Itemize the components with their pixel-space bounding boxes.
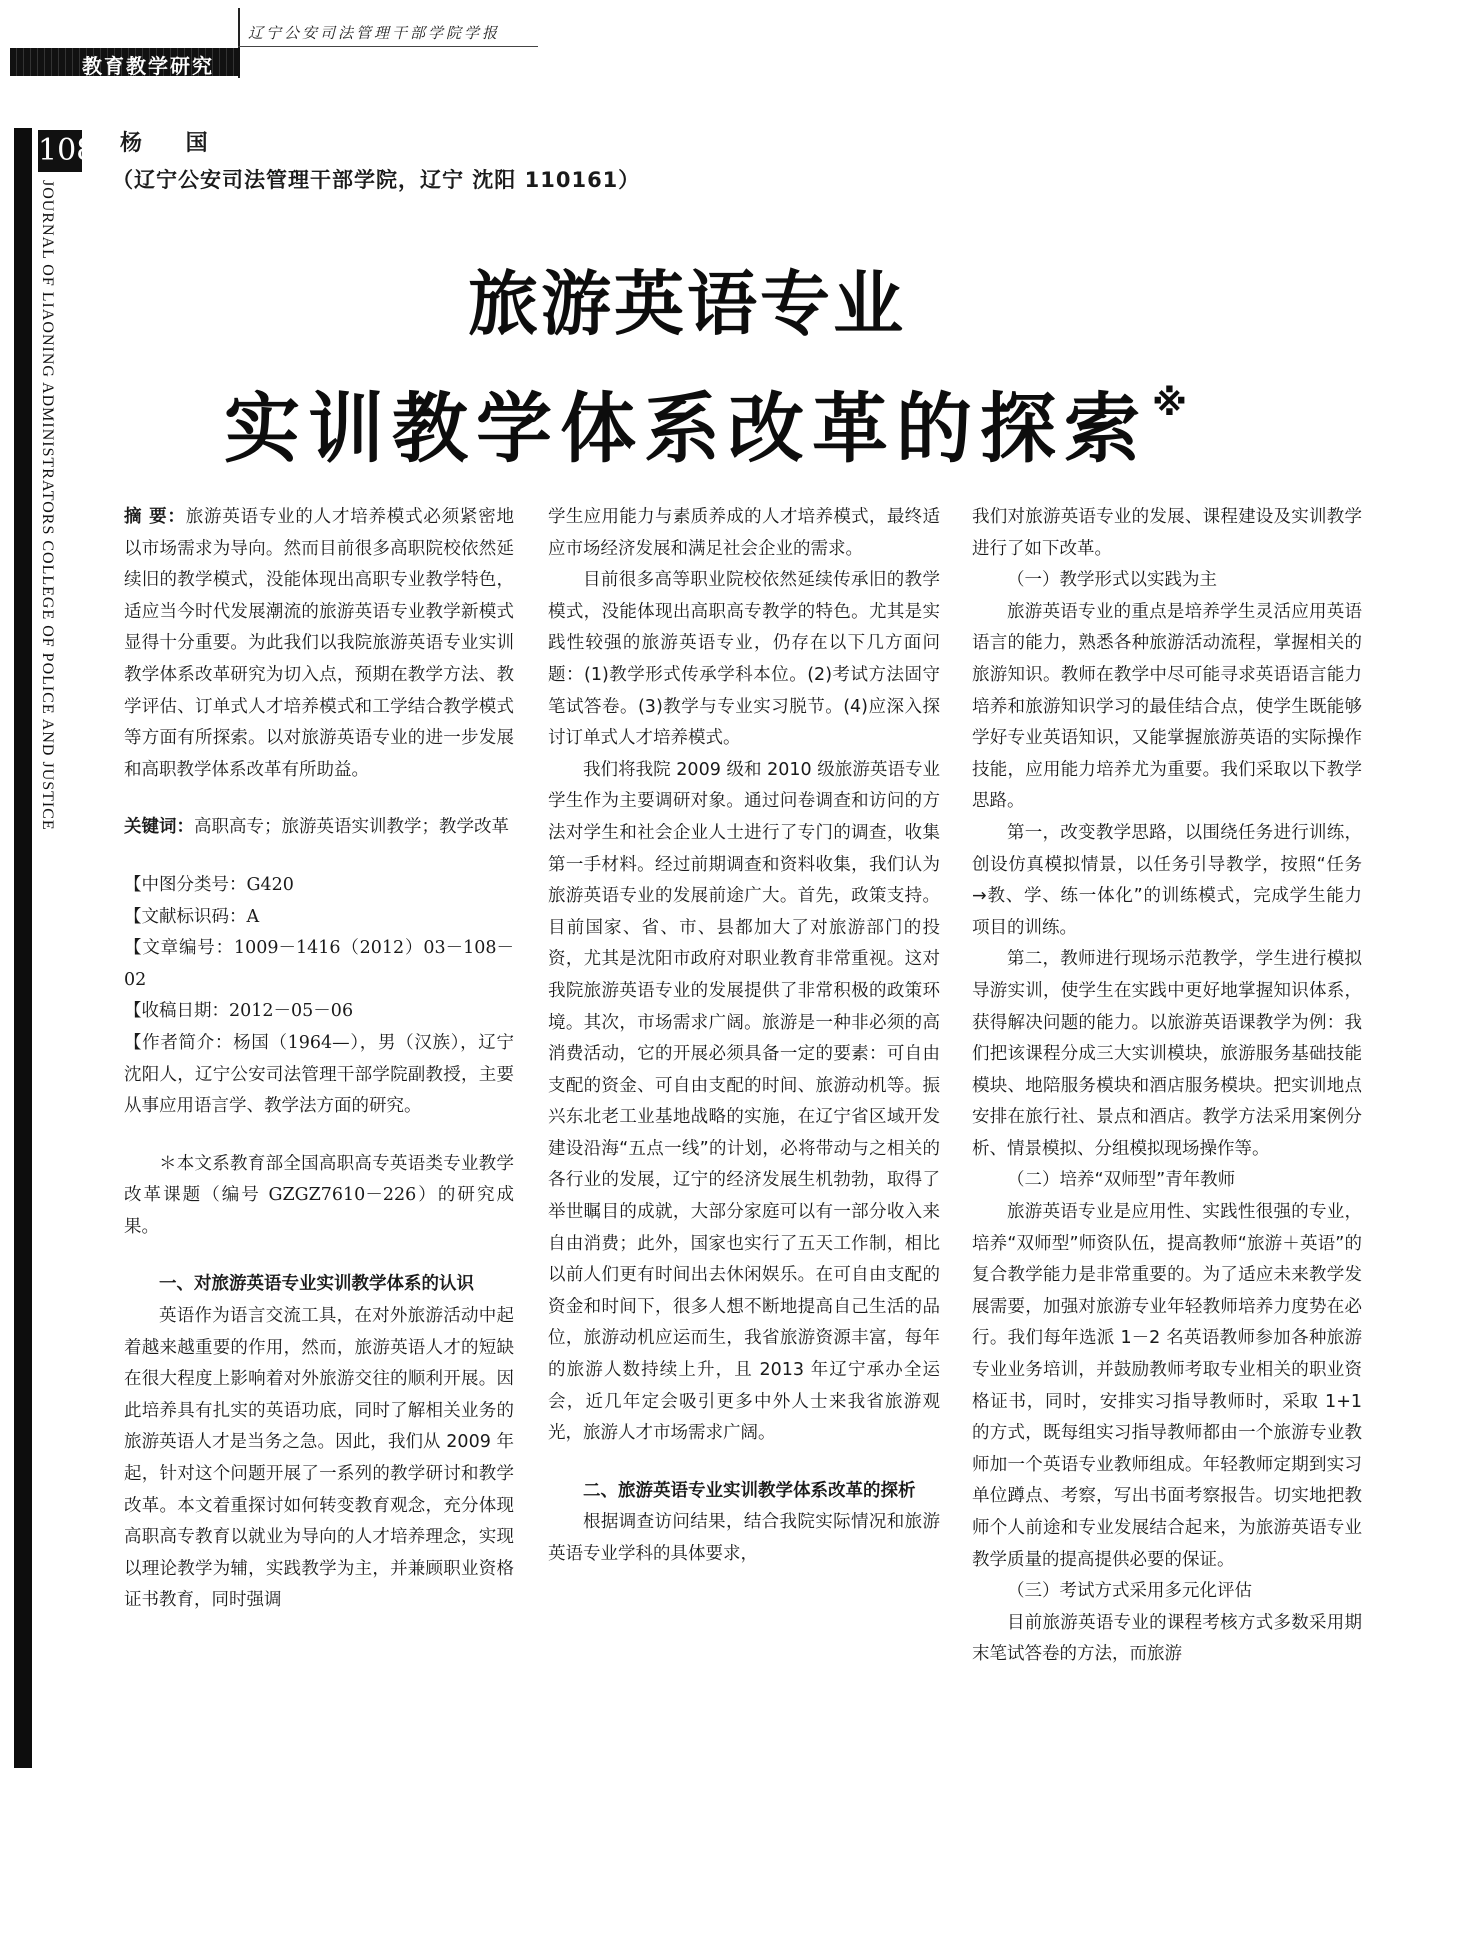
keywords xyxy=(124,812,514,844)
subsection-3-heading: （三）考试方式采用多元化评估 xyxy=(1007,1581,1252,1602)
meta-clc: 【中图分类号：G420 xyxy=(124,874,294,895)
meta-received: 【收稿日期：2012－05－06 xyxy=(124,1001,354,1022)
col3-para2: 旅游英语专业的重点是培养学生灵活应用英语语言的能力，熟悉各种旅游活动流程，掌握相关的旅游知识。教师在教学中尽可能寻求英语语言能力培养和旅游知识学习的最佳结合点，使学生既能够学好专业英语知识，又能掌握旅游英语的实际操作技能，应用能力培养尤为重要。我们采取以下教学思路。 xyxy=(972,601,1362,812)
journal-name: 辽宁公安司法管理干部学院学报 xyxy=(248,24,501,42)
title-note-mark: ※ xyxy=(1152,383,1195,424)
side-bar xyxy=(14,128,32,1768)
subsection-1-heading: （一）教学形式以实践为主 xyxy=(1007,570,1217,591)
author-name: 杨 国 xyxy=(120,131,226,156)
abstract-label: 摘 要： xyxy=(124,507,186,527)
column-2 xyxy=(548,502,940,1571)
col2-para2: 目前很多高等职业院校依然延续传承旧的教学模式，没能体现出高职高专教学的特色。尤其是实践性较强的旅游英语专业，仍存在以下几方面问题：(1)教学形式传承学科本位。(2)考试方法固守笔试答卷。(3)教学与专业实习脱节。(4)应深入探讨订单式人才培养模式。 xyxy=(548,570,940,749)
col3-para6: 目前旅游英语专业的课程考核方式多数采用期末笔试答卷的方法，而旅游 xyxy=(972,1612,1362,1665)
keywords-text: 高职高专；旅游英语实训教学；教学改革 xyxy=(194,817,509,838)
section-label: 教育教学研究 xyxy=(82,54,214,78)
abstract xyxy=(124,502,514,786)
col3-para1: 我们对旅游英语专业的发展、课程建设及实训教学进行了如下改革。 xyxy=(972,507,1362,559)
section1-para1: 英语作为语言交流工具，在对外旅游活动中起着越来越重要的作用，然而，旅游英语人才的短缺在很大程度上影响着对外旅游交往的顺利开展。因此培养具有扎实的英语功底，同时了解相关业务的旅游英语人才是当务之急。因此，我们从 2009 年起，针对这个问题开展了一系列的教学研讨和教学改革。本文着重探讨如何转变教育观念，充分体现高职高专教育以就业为导向的人才培养理念，实现以理论教学为辅，实践教学为主，并兼顾职业资格证书教育，同时强调 xyxy=(124,1306,514,1611)
abstract-text: 旅游英语专业的人才培养模式必须紧密地以市场需求为导向。然而目前很多高职院校依然延续旧的教学模式，没能体现出高职专业教学特色，适应当今时代发展潮流的旅游英语专业教学新模式显得十分重要。为此我们以我院旅游英语专业实训教学体系改革研究为切入点，预期在教学方法、教学评估、订单式人才培养模式和工学结合教学模式等方面有所探索。以对旅游英语专业的进一步发展和高职教学体系改革有所助益。 xyxy=(124,507,514,780)
meta-article-no: 【文章编号：1009－1416（2012）03－108－02 xyxy=(124,938,514,990)
header-horizontal-rule xyxy=(238,46,538,47)
meta-doc-code: 【文献标识码：A xyxy=(124,906,260,927)
col3-para5: 旅游英语专业是应用性、实践性很强的专业，培养“双师型”师资队伍，提高教师“旅游＋英语”的复合教学能力是非常重要的。为了适应未来教学发展需要，加强对旅游专业年轻教师培养力度势在必行。我们每年选派 1－2 名英语教师参加各种旅游专业业务培训，并鼓励教师考取专业相关的职业资格证书，同时，安排实习指导教师时，采取 1+1 的方式，既每组实习指导教师都由一个旅游专业教师加一个英语专业教师组成。年轻教师定期到实习单位蹲点、考察，写出书面考察报告。切实地把教师个人前途和专业发展结合起来，为旅游英语专业教学质量的提高提供必要的保证。 xyxy=(972,1202,1362,1570)
col2-para3: 我们将我院 2009 级和 2010 级旅游英语专业学生作为主要调研对象。通过问卷调查和访问的方法对学生和社会企业人士进行了专门的调查，收集第一手材料。经过前期调查和资料收集，我们认为旅游英语专业的发展前途广大。首先，政策支持。目前国家、省、市、县都加大了对旅游部门的投资，尤其是沈阳市政府对职业教育非常重视。这对我院旅游英语专业的发展提供了非常积极的政策环境。其次，市场需求广阔。旅游是一种非必须的高消费活动，它的开展必须具备一定的要素：可自由支配的资金、可自由支配的时间、旅游动机等。振兴东北老工业基地战略的实施，在辽宁省区域开发建设沿海“五点一线”的计划，必将带动与之相关的各行业的发展，辽宁的经济发展生机勃勃，取得了举世瞩目的成就，大部分家庭可以有一部分收入来自由消费；此外，国家也实行了五天工作制，相比以前人们更有时间出去休闲娱乐。在可自由支配的资金和时间下，很多人想不断地提高自己生活的品位，旅游动机应运而生，我省旅游资源丰富，每年的旅游人数持续上升，且 2013 年辽宁承办全运会，近几年定会吸引更多中外人士来我省旅游观光，旅游人才市场需求广阔。 xyxy=(548,759,940,1444)
section2-heading: 二、旅游英语专业实训教学体系改革的探析 xyxy=(583,1480,916,1501)
article-title-line2 xyxy=(224,368,1195,477)
article-title-line2-text: 实训教学体系改革的探索 xyxy=(224,384,1148,473)
meta-author-bio: 【作者简介：杨国（1964—），男（汉族），辽宁沈阳人，辽宁公安司法管理干部学院副教授，主要从事应用语言学、教学法方面的研究。 xyxy=(124,1032,514,1117)
col2-para1: 学生应用能力与素质养成的人才培养模式，最终适应市场经济发展和满足社会企业的需求。 xyxy=(548,507,940,559)
page-number: 108 xyxy=(38,130,82,172)
keywords-label: 关键词： xyxy=(124,817,194,838)
col2-para4: 根据调查访问结果，结合我院实际情况和旅游英语专业学科的具体要求， xyxy=(548,1512,940,1564)
journal-english-title: JOURNAL OF LIAONING ADMINISTRATORS COLLEGE OF POLICE AND JUSTICE xyxy=(39,180,56,831)
subsection-2-heading: （二）培养“双师型”青年教师 xyxy=(1007,1170,1236,1191)
column-1 xyxy=(124,502,514,1617)
funding-footnote: ＊本文系教育部全国高职高专英语类专业教学改革课题（编号 GZGZ7610－226）的研究成果。 xyxy=(124,1153,514,1237)
author-affiliation: （辽宁公安司法管理干部学院，辽宁 沈阳 110161） xyxy=(112,168,641,192)
column-3 xyxy=(972,502,1362,1671)
col3-para4: 第二，教师进行现场示范教学，学生进行模拟导游实训，使学生在实践中更好地掌握知识体系，获得解决问题的能力。以旅游英语课教学为例：我们把该课程分成三大实训模块，旅游服务基础技能模块、地陪服务模块和酒店服务模块。把实训地点安排在旅行社、景点和酒店。教学方法采用案例分析、情景模拟、分组模拟现场操作等。 xyxy=(972,949,1362,1159)
section1-heading: 一、对旅游英语专业实训教学体系的认识 xyxy=(159,1274,474,1295)
article-title-line1: 旅游英语专业 xyxy=(468,263,906,345)
col3-para3: 第一，改变教学思路，以围绕任务进行训练，创设仿真模拟情景，以任务引导教学，按照“任务→教、学、练一体化”的训练模式，完成学生能力项目的训练。 xyxy=(972,822,1362,938)
